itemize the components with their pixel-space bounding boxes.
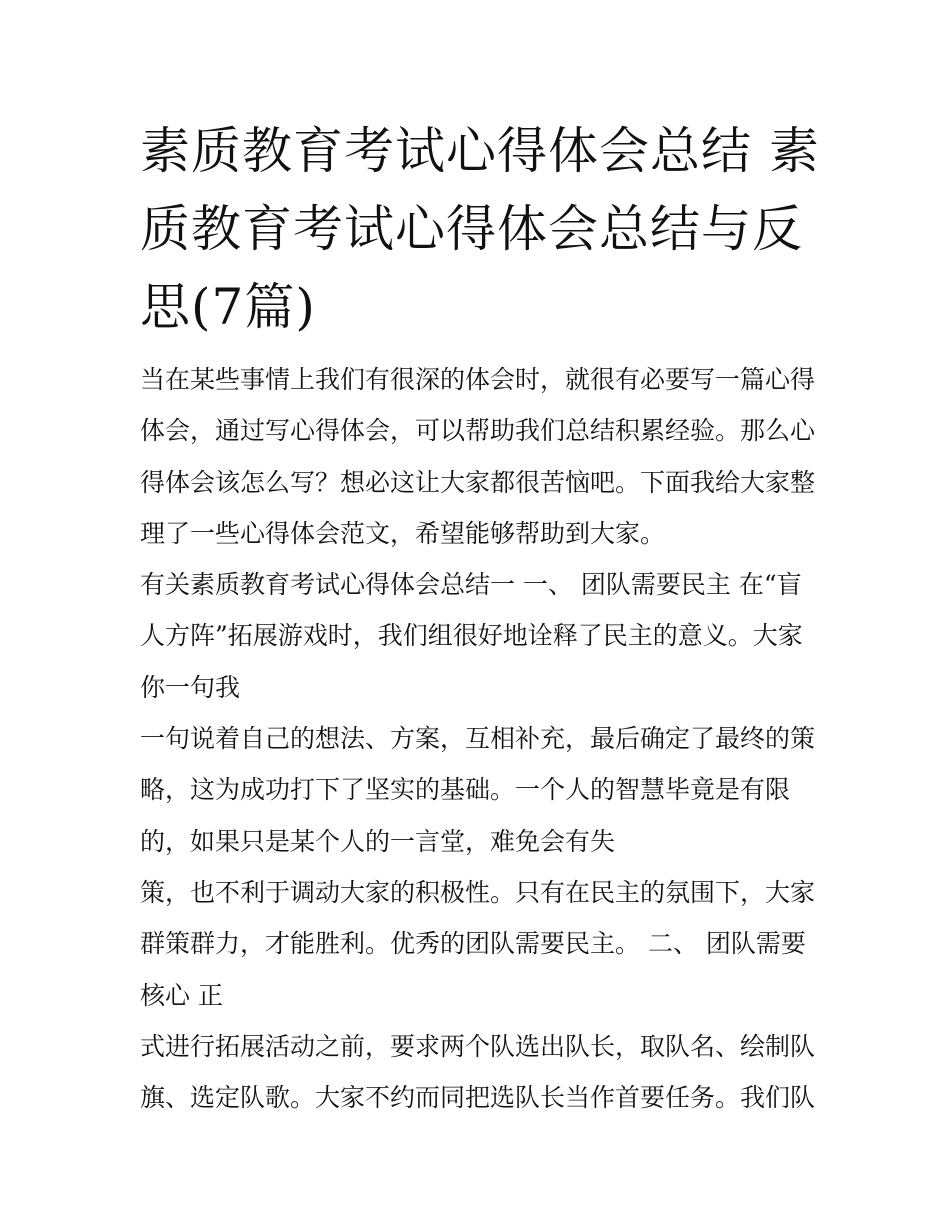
title-line: 质教育考试心得体会总结与反 [140, 200, 803, 258]
body-line: 一句说着自己的想法、方案，互相补充，最后确定了最终的策 [140, 724, 816, 754]
body-line: 人方阵”拓展游戏时，我们组很好地诠释了民主的意义。大家 [140, 621, 803, 651]
body-line: 体会，通过写心得体会，可以帮助我们总结积累经验。那么心 [140, 416, 816, 446]
body-line: 的，如果只是某个人的一言堂，难免会有失 [140, 826, 616, 856]
body-line: 群策群力，才能胜利。优秀的团队需要民主。 二、 团队需要 [140, 929, 806, 959]
body-line: 当在某些事情上我们有很深的体会时，就很有必要写一篇心得 [140, 365, 816, 394]
body-line: 有关素质教育考试心得体会总结一 一、 团队需要民主 在“盲 [140, 570, 802, 600]
body-line: 得体会该怎么写？想必这让大家都很苦恼吧。下面我给大家整 [140, 467, 816, 497]
body-line: 你一句我 [140, 672, 241, 702]
body-line: 核心 正 [140, 980, 223, 1010]
body-text [140, 354, 830, 1123]
body-line: 策，也不利于调动大家的积极性。只有在民主的氛围下，大家 [140, 877, 816, 907]
title-line: 素质教育考试心得体会总结 素 [140, 122, 820, 180]
title-line: 思(7篇) [140, 278, 316, 336]
body-line: 理了一些心得体会范文，希望能够帮助到大家。 [140, 518, 666, 548]
body-line: 旗、选定队歌。大家不约而同把选队长当作首要任务。我们队 [140, 1083, 816, 1113]
body-line: 略，这为成功打下了坚实的基础。一个人的智慧毕竟是有限 [140, 775, 791, 805]
body-line: 式进行拓展活动之前，要求两个队选出队长，取队名、绘制队 [140, 1031, 816, 1061]
document-title [140, 112, 820, 346]
